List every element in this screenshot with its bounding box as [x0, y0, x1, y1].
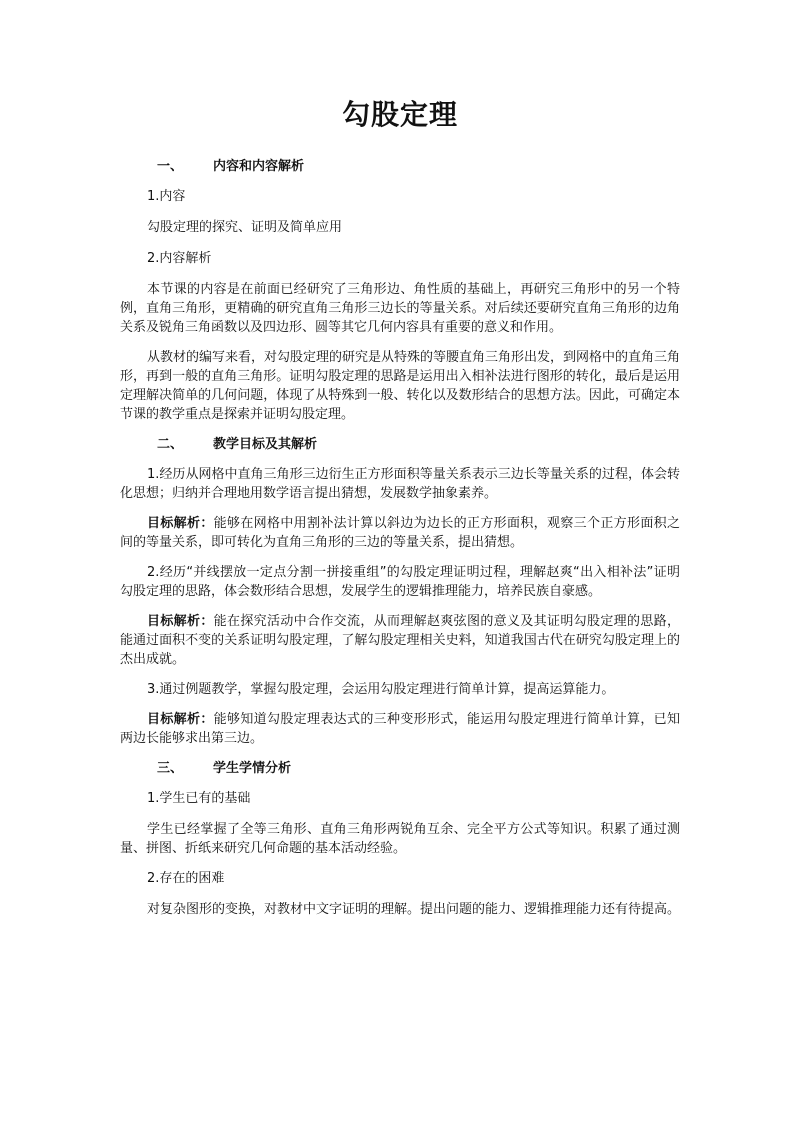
- objective-analysis: [120, 514, 680, 552]
- section-title: 学生学情分析: [213, 761, 292, 776]
- analysis-label: 目标解析：: [147, 614, 214, 629]
- analysis-label: 目标解析：: [147, 712, 214, 727]
- paragraph: 对复杂图形的变换，对教材中文字证明的理解。提出问题的能力、逻辑推理能力还有待提高。: [147, 902, 681, 917]
- analysis-label: 目标解析：: [147, 516, 214, 531]
- objective-paragraph: 2.经历“并线摆放一定点分割一拼接重组”的勾股定理证明过程，理解赵爽“出入相补法”证明勾股定理的思路，体会数形结合思想，发展学生的逻辑推理能力，培养民族自豪感。: [120, 565, 680, 599]
- paragraph: 勾股定理的探究、证明及简单应用: [147, 220, 343, 235]
- objective-paragraph: 3.通过例题教学，掌握勾股定理，会运用勾股定理进行简单计算，提高运算能力。: [147, 682, 615, 697]
- analysis-text: 能够在网格中用割补法计算以斜边为边长的正方形面积，观察三个正方形面积之间的等量关系，即可转化为直角三角形的三边的等量关系，提出猜想。: [120, 516, 680, 550]
- analysis-text: 能在探究活动中合作交流，从而理解赵爽弦图的意义及其证明勾股定理的思路，能通过面积不变的关系证明勾股定理，了解勾股定理相关史料，知道我国古代在研究勾股定理上的杰出成就。: [120, 614, 680, 667]
- document-title: 勾股定理: [341, 98, 458, 131]
- subheading: 2.存在的困难: [147, 871, 225, 886]
- section-number: 一、: [157, 159, 184, 174]
- objective-analysis: [120, 612, 680, 669]
- section-heading-3: [120, 759, 680, 779]
- objective-paragraph: 1.经历从网格中直角三角形三边衍生正方形面积等量关系表示三边长等量关系的过程，体会转化思想；归纳并合理地用数学语言提出猜想，发展数学抽象素养。: [120, 467, 680, 501]
- section-title: 教学目标及其解析: [213, 437, 318, 452]
- section-heading-1: [120, 157, 680, 177]
- section-title: 内容和内容解析: [213, 159, 305, 174]
- section-heading-2: [120, 435, 680, 455]
- analysis-text: 能够知道勾股定理表达式的三种变形形式，能运用勾股定理进行简单计算，已知两边长能够求出第三边。: [120, 712, 680, 746]
- paragraph: 学生已经掌握了全等三角形、直角三角形两锐角互余、完全平方公式等知识。积累了通过测量、拼图、折纸来研究几何命题的基本活动经验。: [120, 822, 680, 856]
- section-number: 三、: [157, 761, 184, 776]
- document-page: [120, 95, 680, 930]
- subheading: 2.内容解析: [147, 251, 212, 266]
- subheading: 1.内容: [147, 189, 186, 204]
- objective-analysis: [120, 710, 680, 748]
- paragraph: 从教材的编写来看，对勾股定理的研究是从特殊的等腰直角三角形出发，到网格中的直角三角形，再到一般的直角三角形。证明勾股定理的思路是运用出入相补法进行图形的转化，最后是运用定理解决简单的几何问题，体现了从特殊到一般、转化以及数形结合的思想方法。因此，可确定本节课的教学重点是探索并证明勾股定理。: [120, 350, 681, 422]
- section-number: 二、: [157, 437, 184, 452]
- subheading: 1.学生已有的基础: [147, 791, 251, 806]
- paragraph: 本节课的内容是在前面已经研究了三角形边、角性质的基础上，再研究三角形中的另一个特例，直角三角形，更精确的研究直角三角形三边长的等量关系。对后续还要研究直角三角形的边角关系及锐角三角函数以及四边形、圆等其它几何内容具有重要的意义和作用。: [120, 282, 680, 335]
